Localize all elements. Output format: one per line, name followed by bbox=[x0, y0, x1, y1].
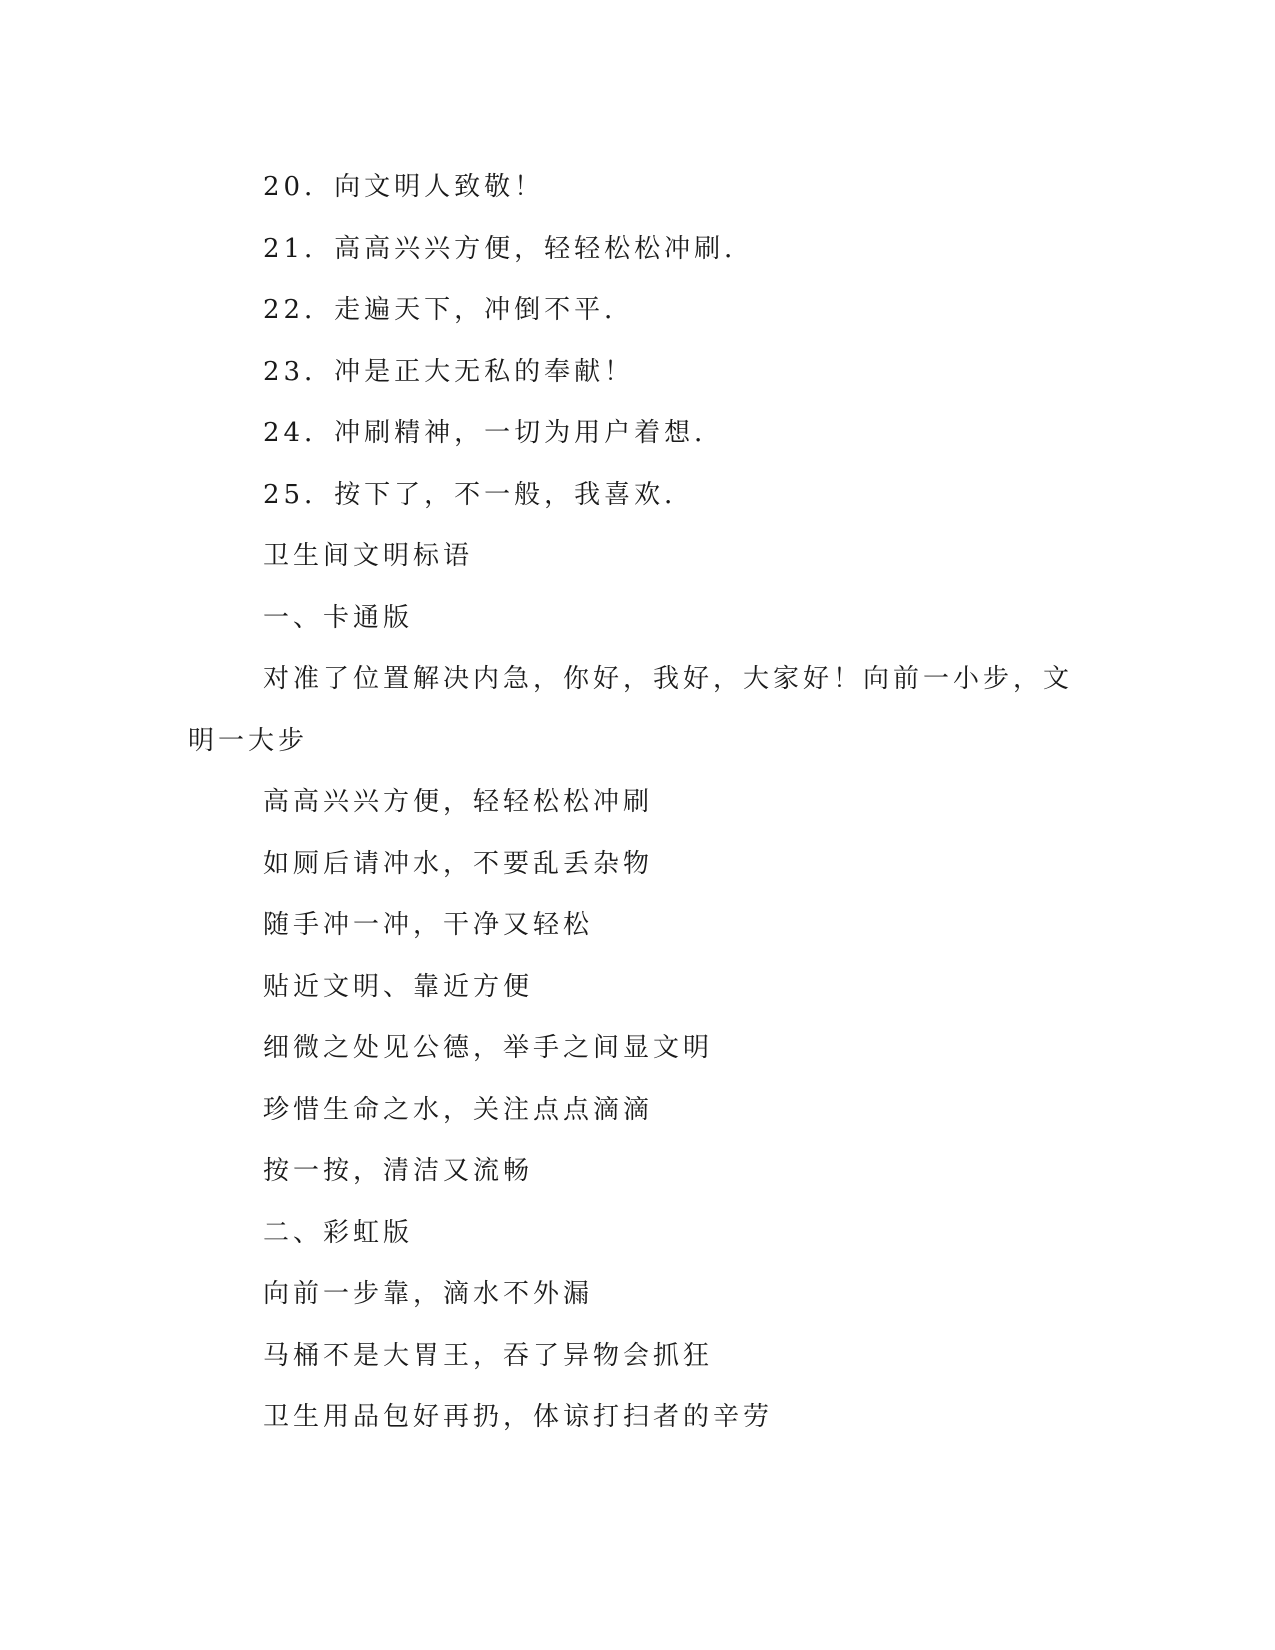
slogan-paragraph: 对准了位置解决内急，你好，我好，大家好！向前一小步，文明一大步 bbox=[188, 664, 1074, 756]
slogan-line: 细微之处见公德，举手之间显文明 bbox=[263, 1033, 714, 1063]
section-heading: 卫生间文明标语 bbox=[263, 541, 474, 571]
slogan-line: 24．冲刷精神，一切为用户着想． bbox=[263, 418, 725, 448]
slogan-line: 22．走遍天下，冲倒不平． bbox=[263, 295, 635, 325]
document-body bbox=[188, 157, 1088, 1449]
subsection-heading: 一、卡通版 bbox=[263, 602, 414, 633]
slogan-line: 20．向文明人致敬！ bbox=[263, 172, 545, 202]
slogan-line: 23．冲是正大无私的奉献！ bbox=[263, 356, 635, 387]
slogan-line: 马桶不是大胃王，吞了异物会抓狂 bbox=[263, 1340, 714, 1371]
slogan-line: 25．按下了，不一般，我喜欢． bbox=[263, 479, 695, 510]
slogan-line: 卫生用品包好再扔，体谅打扫者的辛劳 bbox=[263, 1402, 774, 1432]
slogan-line: 高高兴兴方便，轻轻松松冲刷 bbox=[263, 787, 654, 817]
slogan-line: 贴近文明、靠近方便 bbox=[263, 971, 534, 1002]
slogan-line: 21．高高兴兴方便，轻轻松松冲刷． bbox=[263, 233, 755, 264]
subsection-heading: 二、彩虹版 bbox=[263, 1217, 414, 1248]
slogan-line: 按一按，清洁又流畅 bbox=[263, 1156, 534, 1186]
slogan-line: 向前一步靠，滴水不外漏 bbox=[263, 1279, 594, 1309]
slogan-line: 随手冲一冲，干净又轻松 bbox=[263, 910, 594, 940]
slogan-line: 珍惜生命之水，关注点点滴滴 bbox=[263, 1094, 654, 1125]
slogan-line: 如厕后请冲水，不要乱丢杂物 bbox=[263, 848, 654, 879]
